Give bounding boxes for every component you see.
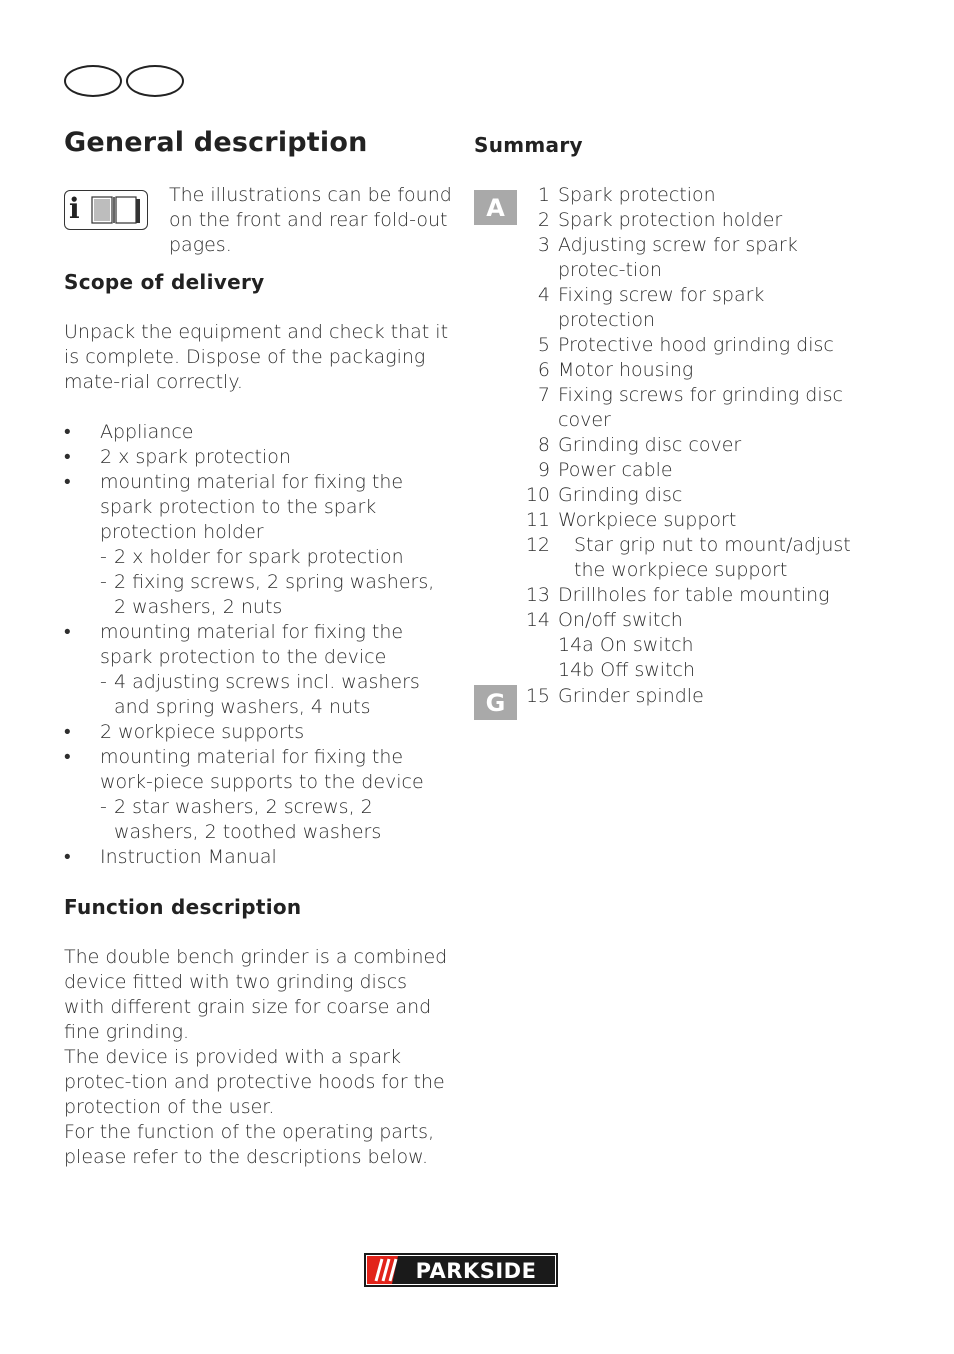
scope-heading: Scope of delivery [64,270,265,294]
summary-item-label: Grinder spindle [558,685,704,707]
summary-item-number: 13 [525,584,550,606]
function-paragraph: The device is provided with a spark protec-tion and protective hoods for the protection of the user. [64,1046,445,1118]
info-pages-icon: i [64,190,148,230]
scope-item [64,845,450,870]
summary-subitem: 14b Off switch [558,659,696,681]
summary-list-a [522,183,862,683]
summary-item-label: Spark protection holder [558,209,783,231]
scope-intro: Unpack the equipment and check that it is complete. Dispose of the packaging mate-rial correctly. [64,321,449,393]
scope-item [64,745,450,845]
summary-item [522,283,862,333]
scope-item-text: mounting material for fixing the spark protection to the spark protection holder [100,471,404,543]
scope-item [64,720,450,745]
summary-item-label: Spark protection [558,184,716,206]
summary-item-number: 5 [537,334,550,356]
info-note [64,183,450,259]
summary-item [522,208,862,233]
function-text [64,945,450,1170]
scope-subitem: - 2 x holder for spark protection [100,545,450,570]
function-heading: Function description [64,895,302,919]
summary-item-label: Protective hood grinding disc [558,334,834,356]
summary-item-number: 10 [525,484,550,506]
scope-subitem: - 2 fixing screws, 2 spring washers, 2 washers, 2 nuts [100,570,450,620]
right-column [474,124,874,717]
parkside-logo [364,1253,558,1287]
summary-item [522,458,862,483]
summary-subitem: 14a On switch [558,634,694,656]
summary-item-number: 9 [537,459,550,481]
scope-item [64,470,450,620]
summary-item-label: On/off switch [558,609,683,631]
summary-item [522,358,862,383]
summary-item-label: Drillholes for table mounting [558,584,830,606]
summary-item-number: 7 [537,384,550,406]
info-text: The illustrations can be found on the front and rear fold-out pages. [169,184,452,256]
language-oval-left [64,65,122,97]
summary-item [522,608,862,633]
scope-item [64,620,450,720]
summary-item-label: Power cable [558,459,673,481]
language-oval-right [126,65,184,97]
summary-item-number: 3 [537,234,550,256]
summary-item-number: 8 [537,434,550,456]
scope-item-text: Appliance [100,421,194,443]
summary-item-label: Grinding disc cover [558,434,742,456]
scope-item-text: 2 workpiece supports [100,721,305,743]
summary-item [522,183,862,208]
page-title: General description [64,127,368,158]
language-ovals [64,65,184,97]
scope-subitem: - 4 adjusting screws incl. washers and spring washers, 4 nuts [100,670,450,720]
summary-item-number: 1 [537,184,550,206]
left-column [64,124,450,1170]
summary-item [522,483,862,508]
scope-item [64,445,450,470]
scope-sublist [100,670,450,720]
scope-item-text: Instruction Manual [100,846,277,868]
summary-item-label: Star grip nut to mount/adjust the workpiece support [574,534,851,581]
summary-item-number: 15 [525,685,550,707]
summary-item-number: 6 [537,359,550,381]
summary-item-label: Motor housing [558,359,694,381]
figure-label-a: A [474,190,517,225]
summary-heading: Summary [474,133,583,157]
summary-item-label: Workpiece support [558,509,737,531]
summary-item-label: Fixing screws for grinding disc cover [558,384,843,431]
summary-item [522,433,862,458]
scope-item-text: mounting material for fixing the work-piece supports to the device [100,746,424,793]
scope-item-text: mounting material for fixing the spark protection to the device [100,621,404,668]
scope-item [64,420,450,445]
scope-item-text: 2 x spark protection [100,446,291,468]
summary-item [522,533,862,583]
logo-text: PARKSIDE [415,1259,537,1283]
summary-item-label: Fixing screw for spark protection [558,284,765,331]
summary-item [522,233,862,283]
summary-item-number: 11 [525,509,550,531]
function-paragraph: The double bench grinder is a combined device fitted with two grinding discs with different grain size for coarse and fine grinding. [64,946,448,1043]
summary-list-g [522,684,862,709]
summary-item [522,383,862,433]
summary-item [522,583,862,608]
summary-item-number: 2 [537,209,550,231]
function-paragraph: For the function of the operating parts, please refer to the descriptions below. [64,1121,435,1168]
figure-label-g: G [474,685,517,720]
summary-item [522,333,862,358]
scope-subitem: - 2 star washers, 2 screws, 2 washers, 2 toothed washers [100,795,450,845]
summary-item [522,508,862,533]
scope-sublist [100,545,450,620]
scope-sublist [100,795,450,845]
summary-item-label: Grinding disc [558,484,683,506]
summary-item-label: Adjusting screw for spark protec-tion [558,234,798,281]
summary-item [522,684,862,709]
summary-item-number: 14 [525,609,550,631]
summary-item-number: 4 [537,284,550,306]
summary-item-number: 12 [525,534,550,556]
scope-list [64,420,450,870]
